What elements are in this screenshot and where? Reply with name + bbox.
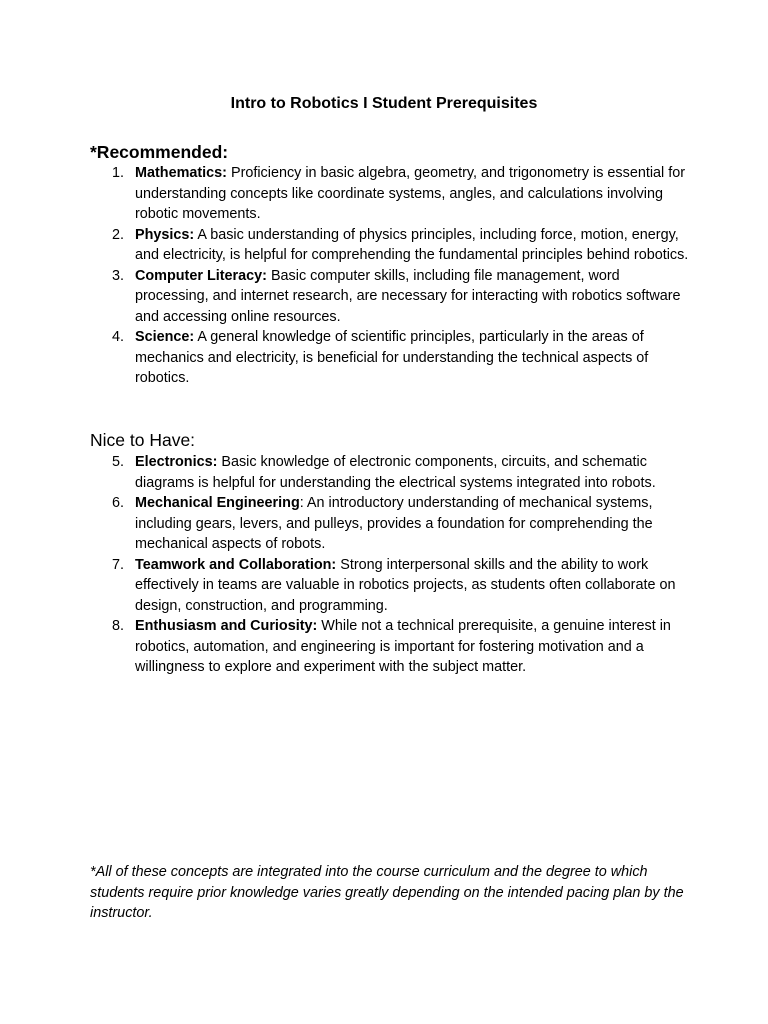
item-description: Proficiency in basic algebra, geometry, and trigonometry is essential for understanding concepts like coordinate systems, angles, and calculations involving robotic movements. — [135, 165, 686, 222]
list-item — [90, 616, 690, 678]
item-number: 3. — [112, 267, 125, 284]
item-term: Physics: — [135, 226, 195, 243]
list-item — [90, 163, 690, 225]
item-number: 2. — [112, 226, 125, 243]
footnote: *All of these concepts are integrated into the course curriculum and the degree to which students require prior knowledge varies greatly depending on the intended pacing plan by the instructor. — [90, 864, 684, 921]
item-term: Electronics: — [135, 454, 218, 470]
page-title: Intro to Robotics I Student Prerequisites — [230, 95, 538, 112]
item-description: Strong interpersonal skills and the ability to work effectively in teams are valuable in robotics projects, as students often collaborate on design, construction, and programming. — [135, 556, 676, 614]
item-number: 8. — [112, 618, 125, 634]
item-number: 7. — [112, 556, 125, 573]
list-item — [90, 452, 690, 493]
item-description: A general knowledge of scientific principles, particularly in the areas of mechanics and electricity, is beneficial for understanding the technical aspects of robotics. — [135, 329, 649, 386]
item-term: Mathematics: — [135, 165, 227, 181]
recommended-heading: *Recommended: — [90, 142, 229, 162]
item-number: 4. — [112, 329, 125, 345]
item-description: : An introductory understanding of mechanical systems, including gears, levers, and pulleys, provides a foundation for comprehending the mechanical aspects of robots. — [135, 495, 653, 552]
nice-to-have-heading: Nice to Have: — [90, 430, 196, 450]
item-term: Science: — [135, 329, 195, 345]
list-item — [90, 493, 690, 555]
item-number: 6. — [112, 495, 125, 511]
recommended-list — [90, 163, 690, 389]
list-item — [90, 266, 690, 328]
nice-to-have-list — [90, 452, 690, 678]
item-number: 1. — [112, 165, 125, 181]
item-term: Enthusiasm and Curiosity: — [135, 618, 318, 634]
list-item — [90, 327, 690, 389]
list-item — [90, 225, 690, 266]
item-description: Basic knowledge of electronic components, circuits, and schematic diagrams is helpful for understanding the electrical systems integrated into robots. — [135, 454, 656, 491]
item-description: While not a technical prerequisite, a genuine interest in robotics, automation, and engineering is important for fostering motivation and a willingness to explore and experiment with the subject matter. — [135, 618, 671, 675]
item-term: Computer Literacy: — [135, 267, 267, 284]
item-number: 5. — [112, 454, 125, 470]
item-description: A basic understanding of physics principles, including force, motion, energy, and electricity, is helpful for comprehending the fundamental principles behind robotics. — [135, 226, 689, 263]
item-description: Basic computer skills, including file management, word processing, and internet research, are necessary for interacting with robotics software and accessing online resources. — [135, 267, 681, 325]
list-item — [90, 555, 690, 617]
item-term: Mechanical Engineering — [135, 495, 300, 511]
item-term: Teamwork and Collaboration: — [135, 556, 337, 573]
